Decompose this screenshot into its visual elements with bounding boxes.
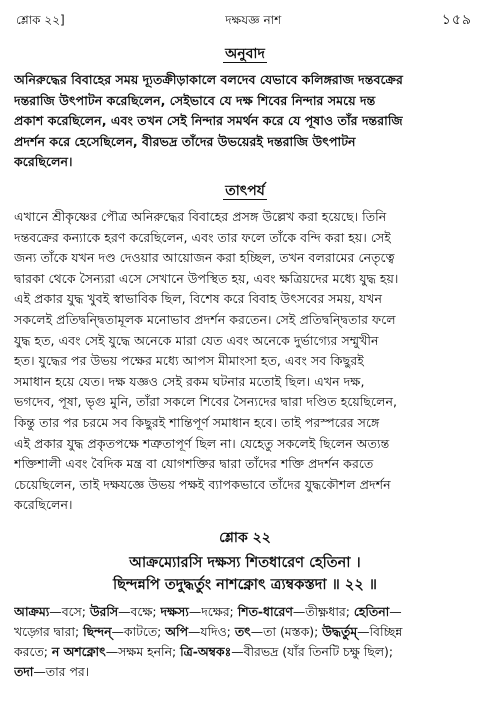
- synonym-meaning: —বিচ্ছিন্ন: [357, 623, 403, 639]
- purport-line: কিন্তু তার পর চরমে সব কিছুরই শান্তিপূর্ণ সমাধান হবে। তাই পরস্পরের সঙ্গে: [14, 414, 380, 430]
- translation-heading-text: অনুবাদ: [225, 46, 265, 62]
- synonym-word: ত্রি-অম্বকঃ: [180, 643, 232, 659]
- verse-line: ছিন্দন্নপি তদুদ্ধর্তুং নাশক্নোৎ ত্র্যম্বকস্তদা ॥ ২২ ॥: [112, 576, 378, 593]
- translation-line: প্রদর্শন করে হেসেছিলেন, বীরভদ্র তাঁদের উভয়েরই দন্তরাজি উৎপাটন: [14, 133, 356, 149]
- page-header: [14, 8, 476, 36]
- synonym-word: তৎ: [234, 623, 251, 639]
- translation-line: প্রকাশ করেছিলেন, এবং তখন সেই নিন্দার সমর্থন করে যে পূষাও তাঁর দন্তরাজি: [14, 113, 403, 129]
- synonym-meaning: —বীরভদ্র (যাঁর তিনটি চক্ষু ছিল);: [231, 643, 394, 659]
- book-page: [14, 8, 476, 682]
- synonym-meaning: —তার পর।: [33, 663, 90, 679]
- purport-line: সকলেই প্রতিদ্বন্দ্বিতামূলক মনোভাব প্রদর্শন করতেন। সেই প্রতিদ্বন্দ্বিতার ফলে: [14, 311, 396, 327]
- purport-line: হত। যুদ্ধের পর উভয় পক্ষের মধ্যে আপস মীমাংসা হত, এবং সব কিছুরই: [14, 353, 364, 369]
- synonym-meaning: খড়্গের দ্বারা;: [14, 623, 84, 639]
- page-number: ১৫৯: [441, 12, 472, 28]
- synonym-meaning: —তা (মস্তক);: [250, 623, 323, 639]
- synonym-word: ছিন্দন্: [83, 623, 112, 639]
- purport-line: এই প্রকার যুদ্ধ খুবই স্বাভাবিক ছিল, বিশেষ করে বিবাহ উৎসবের সময়, যখন: [14, 291, 383, 307]
- purport-line: শক্তিশালী এবং বৈদিক মন্ত্র বা যোগশক্তির দ্বারা তাঁদের শক্তি প্রদর্শন করতে: [14, 456, 374, 472]
- purport-line: ভগদেব, পূষা, ভৃগু মুনি, তাঁরা সকলে শিবের সৈন্যদের দ্বারা দণ্ডিত হয়েছিলেন,: [14, 394, 398, 410]
- synonym-meaning: —বক্ষে;: [118, 603, 161, 619]
- synonym-meaning: —বসে;: [49, 603, 90, 619]
- synonym-meaning: —দক্ষের;: [188, 603, 238, 619]
- synonym-word: দক্ষস্য: [160, 603, 189, 619]
- synonym-word: হেতিনা: [353, 603, 390, 619]
- purport-heading: [14, 179, 476, 203]
- synonyms: [14, 602, 476, 682]
- purport-line: এই প্রকার যুদ্ধ প্রকৃতপক্ষে শত্রুতাপূর্ণ ছিল না। যেহেতু সকলেই ছিলেন অত্যন্ত: [14, 435, 390, 451]
- purport-line: যুদ্ধ হত, এবং সেই যুদ্ধে অনেকে মারা যেত এবং অনেকে দুর্ভাগ্যের সম্মুখীন: [14, 332, 379, 348]
- synonym-word: শিত-ধারেণ: [237, 603, 293, 619]
- verse-line: আক্রম্যোরসি দক্ষস্য শিতধারেণ হেতিনা ।: [129, 554, 361, 571]
- running-head-left: শ্লোক ২২]: [16, 13, 65, 27]
- translation-heading: [14, 42, 476, 66]
- purport-line: দ্বারকা থেকে সৈন্যরা এসে সেখানে উপস্থিত হয়, এবং ক্ষত্রিয়দের মধ্যে যুদ্ধ হয়।: [14, 270, 399, 286]
- purport-line: এখানে শ্রীকৃষ্ণের পৌত্র অনিরুদ্ধের বিবাহের প্রসঙ্গ উল্লেখ করা হয়েছে। তিনি: [14, 208, 387, 224]
- purport-line: সমাধান হয়ে যেত। দক্ষ যজ্ঞও সেই রকম ঘটনার মতোই ছিল। এখন দক্ষ,: [14, 373, 365, 389]
- synonyms-line: [14, 602, 476, 622]
- purport-line: চেয়েছিলেন, তাই দক্ষযজ্ঞে উভয় পক্ষই ব্যাপকভাবে তাঁদের যুদ্ধকৌশল প্রদর্শন: [14, 476, 391, 492]
- verse-title: শ্লোক ২২: [219, 529, 271, 546]
- synonym-word: অপি: [165, 623, 188, 639]
- synonym-meaning: —সক্ষম হননি;: [105, 643, 181, 659]
- synonyms-line: [14, 662, 476, 682]
- synonym-meaning: —কাটতে;: [111, 623, 166, 639]
- purport-line: দন্তবক্রের কন্যাকে হরণ করেছিলেন, এবং তার ফলে তাঁকে বন্দি করা হয়। সেই: [14, 229, 391, 245]
- translation-line: অনিরুদ্ধের বিবাহের সময় দ্যূতক্রীড়াকালে বলদেব যেভাবে কলিঙ্গরাজ দন্তবক্রের: [14, 72, 403, 87]
- synonyms-line: [14, 642, 476, 662]
- synonyms-line: [14, 622, 476, 642]
- verse-text: [14, 552, 476, 596]
- synonym-word: তদা: [14, 663, 34, 679]
- synonym-word: উরসি: [89, 603, 119, 619]
- translation-text: [14, 70, 476, 173]
- purport-heading-text: তাৎপর্য: [225, 182, 265, 199]
- synonym-meaning: —তীক্ষ্ণধার;: [292, 603, 354, 619]
- synonym-meaning: —: [389, 603, 402, 619]
- synonym-word: ন অশক্নোৎ: [51, 643, 106, 659]
- purport-line: করেছিলেন।: [14, 497, 73, 513]
- purport-line: জন্য তাঁকে যখন দণ্ড দেওয়ার আয়োজন করা হচ্ছিল, তখন বলরামের নেতৃত্বে: [14, 250, 395, 266]
- purport-text: [14, 207, 476, 516]
- translation-line: করেছিলেন।: [14, 154, 73, 170]
- synonym-word: আক্রম্য: [14, 603, 50, 619]
- synonym-meaning: —যদিও;: [187, 623, 235, 639]
- synonym-meaning: করতে;: [14, 643, 52, 659]
- translation-line: দন্তরাজি উৎপাটন করেছিলেন, সেইভাবে যে দক্ষ শিবের নিন্দার সময়ে দন্ত: [14, 92, 376, 108]
- synonym-word: উদ্ধর্তুম্: [322, 623, 358, 639]
- running-head-center: দক্ষযজ্ঞ নাশ: [225, 13, 282, 27]
